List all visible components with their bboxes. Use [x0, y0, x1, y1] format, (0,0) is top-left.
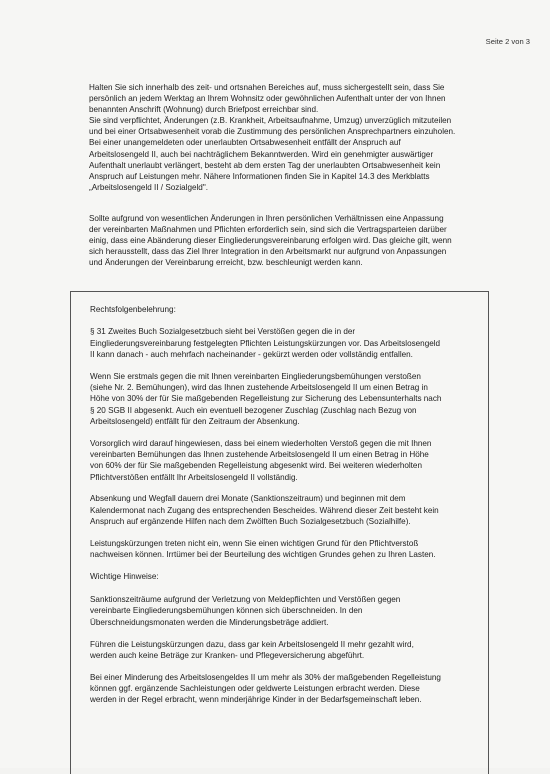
- text-line: einig, dass eine Abänderung dieser Eingliederungsvereinbarung erfolgen wird. Das gleiche gilt, wenn: [89, 236, 452, 246]
- text-line: Absenkung und Wegfall dauern drei Monate (Sanktionszeitraum) und beginnen mit dem: [90, 494, 406, 504]
- text-line: Halten Sie sich innerhalb des zeit- und ortsnahen Bereiches auf, muss sichergestellt sein, dass Sie: [89, 83, 445, 92]
- legal-notice-box: [70, 291, 489, 774]
- text-line: „Arbeitslosengeld II / Sozialgeld".: [89, 182, 208, 192]
- notes-heading: Wichtige Hinweise:: [90, 571, 159, 581]
- text-line: Bei einer unangemeldeten oder unerlaubten Ortsabwesenheit entfällt der Anspruch auf: [89, 138, 401, 148]
- text-line: Wenn Sie erstmals gegen die mit Ihnen vereinbarten Eingliederungsbemühungen verstoßen: [90, 371, 421, 381]
- legal-paragraph-1: [90, 326, 482, 360]
- text-line: der vereinbarten Maßnahmen und Pflichten erforderlich sein, sind sich die Vertragsparteien darüber: [89, 225, 447, 235]
- text-line: Führen die Leistungskürzungen dazu, dass gar kein Arbeitslosengeld II mehr gezahlt wird,: [90, 639, 414, 649]
- notes-paragraph-1: [90, 594, 482, 628]
- page-number: Seite 2 von 3: [485, 37, 530, 46]
- text-line: Sanktionszeiträume aufgrund der Verletzung von Meldepflichten und Verstößen gegen: [90, 595, 401, 605]
- notes-paragraph-2: [90, 639, 482, 662]
- text-line: nachweisen können. Irrtümer bei der Beurteilung des wichtigen Grundes gehen zu Ihren Lasten.: [90, 550, 436, 560]
- text-line: Leistungskürzungen treten nicht ein, wenn Sie einen wichtigen Grund für den Pflichtverstoß: [90, 538, 419, 548]
- text-line: und Änderungen der Vereinbarung erreicht, bzw. beschleunigt werden kann.: [89, 258, 363, 268]
- text-line: (siehe Nr. 2. Bemühungen), wird das Ihnen zustehende Arbeitslosengeld II um einen Betrag in: [90, 382, 428, 392]
- text-line: und bei einer Ortsabwesenheit vorab die Zustimmung des persönlichen Ansprechpartners einzuholen.: [89, 127, 456, 137]
- text-line: Aufenthalt unerlaubt verlängert, besteht ab dem ersten Tag der unerlaubten Ortsabwesenheit kein: [89, 160, 441, 170]
- text-line: Arbeitslosengeld) entfällt für den Zeitraum der Absenkung.: [90, 416, 300, 426]
- notes-paragraph-3: [90, 672, 482, 706]
- legal-paragraph-2: [90, 371, 482, 427]
- legal-paragraph-5: [90, 538, 482, 561]
- text-line: § 20 SGB II abgesenkt. Auch ein eventuell bezogener Zuschlag (Zuschlag nach Bezug von: [90, 405, 417, 415]
- text-line: Anspruch auf Leistungen mehr. Nähere Informationen finden Sie in Kapitel 14.3 des Merkblatts: [89, 171, 430, 181]
- text-line: Sie sind verpflichtet, Änderungen (z.B. Krankheit, Arbeitsaufnahme, Umzug) unverzüglich mitzuteilen: [89, 116, 452, 126]
- text-line: können ggf. ergänzende Sachleistungen oder geldwerte Leistungen erbracht werden. Diese: [90, 683, 420, 693]
- intro-paragraph-2: [89, 213, 529, 268]
- text-line: Höhe von 30% der für Sie maßgebenden Regelleistung zur Sicherung des Lebensunterhalts nach: [90, 394, 442, 404]
- text-line: werden auch keine Beträge zur Kranken- und Pflegeversicherung abgeführt.: [90, 650, 365, 660]
- text-line: II kann danach - auch mehrfach nacheinander - gekürzt werden oder vollständig entfallen.: [90, 349, 413, 359]
- text-line: vereinbarte Eingliederungsbemühungen können sich überschneiden. In den: [90, 606, 363, 616]
- text-line: Vorsorglich wird darauf hingewiesen, dass bei einem wiederholten Verstoß gegen die mit Ihnen: [90, 438, 432, 448]
- text-line: § 31 Zweites Buch Sozialgesetzbuch sieht bei Verstößen gegen die in der: [90, 327, 356, 337]
- text-line: Sollte aufgrund von wesentlichen Änderungen in Ihren persönlichen Verhältnissen eine Anpassung: [89, 214, 444, 223]
- text-line: benannten Anschrift (Wohnung) durch Briefpost erreichbar sind.: [89, 105, 319, 115]
- text-line: sich herausstellt, dass das Ziel Ihrer Integration in den Arbeitsmarkt nur aufgrund von Anpassungen: [89, 247, 447, 257]
- intro-paragraph-1: [89, 82, 529, 193]
- text-line: werden in der Regel erbracht, wenn minderjährige Kinder in der Bedarfsgemeinschaft leben.: [90, 695, 422, 705]
- text-line: Eingliederungsvereinbarung festgelegten Pflichten Leistungskürzungen vor. Das Arbeitslosengeld: [90, 338, 441, 348]
- text-line: Kalendermonat nach Zugang des entsprechenden Bescheides. Während dieser Zeit besteht kein: [90, 505, 439, 515]
- legal-paragraph-4: [90, 493, 482, 527]
- legal-heading: Rechtsfolgenbelehrung:: [90, 305, 176, 314]
- text-line: Anspruch auf ergänzende Hilfen nach dem Zwölften Buch Sozialgesetzbuch (Sozialhilfe).: [90, 516, 411, 526]
- text-line: persönlich an jedem Werktag an Ihrem Wohnsitz oder gewöhnlichen Aufenthalt unter der von Ihnen: [89, 94, 446, 104]
- text-line: Arbeitslosengeld II, auch bei nachträglichem Bekanntwerden. Wird ein genehmigter auswärtiger: [89, 149, 434, 159]
- text-line: Bei einer Minderung des Arbeitslosengeldes II um mehr als 30% der maßgebenden Regelleistung: [90, 672, 441, 682]
- text-line: Überschneidungsmonaten werden die Minderungsbeträge addiert.: [90, 617, 329, 627]
- text-line: vereinbarten Bemühungen das Ihnen zustehende Arbeitslosengeld II um einen Betrag in Höhe: [90, 449, 429, 459]
- text-line: von 60% der für Sie maßgebenden Regelleistung abgesenkt wird. Bei weiteren wiederholten: [90, 461, 422, 471]
- text-line: Pflichtverstößen entfällt Ihr Arbeitslosengeld II vollständig.: [90, 472, 298, 482]
- legal-paragraph-3: [90, 438, 482, 483]
